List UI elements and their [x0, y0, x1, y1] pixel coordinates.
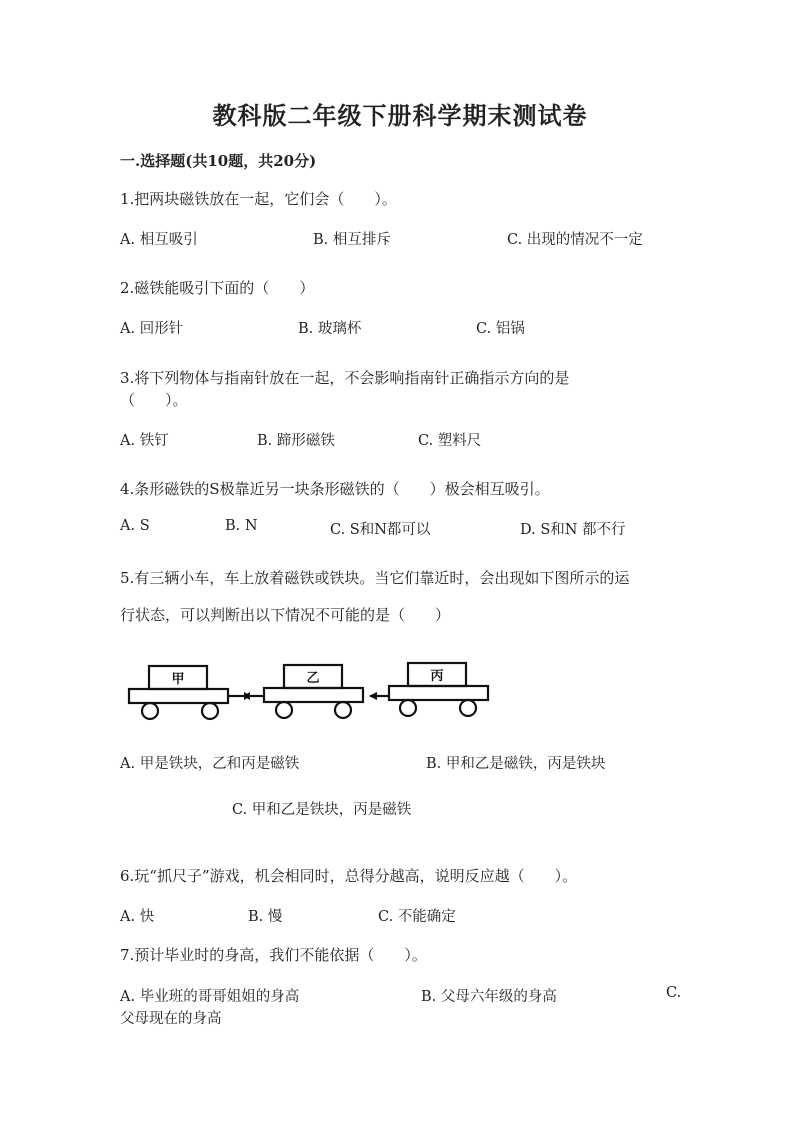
q4-option-c: C. S和N都可以	[330, 522, 431, 538]
cart-jia-wheel	[202, 703, 218, 719]
q1-option-a: A. 相互吸引	[120, 232, 198, 248]
q2-option-b: B. 玻璃杯	[298, 321, 362, 337]
question-4: 4.条形磁铁的S极靠近另一块条形磁铁的（ ）极会相互吸引。	[120, 480, 550, 498]
q1-option-c: C. 出现的情况不一定	[507, 232, 643, 248]
q2-option-a: A. 回形针	[120, 321, 184, 337]
question-2: 2.磁铁能吸引下面的（ ）	[120, 279, 315, 297]
three-carts-figure	[120, 655, 500, 725]
cart-jia-body	[129, 689, 228, 703]
cart-yi-wheel	[335, 702, 351, 718]
q6-option-a: A. 快	[120, 909, 155, 925]
question-7: 7.预计毕业时的身高，我们不能依据（ ）。	[120, 946, 427, 964]
q7-option-a: A. 毕业班的哥哥姐姐的身高	[120, 989, 300, 1005]
q4-option-d: D. S和N 都不行	[520, 522, 626, 538]
q4-option-a: A. S	[120, 518, 150, 534]
cart-yi-body	[264, 688, 363, 702]
question-1: 1.把两块磁铁放在一起，它们会（ ）。	[120, 190, 397, 208]
q5-option-c: C. 甲和乙是铁块，丙是磁铁	[232, 802, 412, 818]
question-3-line1: 3.将下列物体与指南针放在一起，不会影响指南针正确指示方向的是	[120, 369, 570, 387]
cart-bing-wheel	[460, 700, 476, 716]
question-3-line2: （ ）。	[120, 391, 188, 409]
cart-yi-label: 乙	[306, 671, 320, 686]
q1-option-b: B. 相互排斥	[313, 232, 391, 248]
q3-option-b: B. 蹄形磁铁	[257, 433, 335, 449]
q7-option-b: B. 父母六年级的身高	[421, 989, 557, 1005]
q3-option-c: C. 塑料尺	[418, 433, 482, 449]
arrowhead-left-2	[369, 692, 377, 700]
cart-bing-wheel	[400, 700, 416, 716]
q5-option-b: B. 甲和乙是磁铁，丙是铁块	[426, 756, 606, 772]
section-heading: 一.选择题(共10题，共20分)	[120, 152, 317, 170]
cart-bing-body	[389, 686, 488, 700]
question-6: 6.玩“抓尺子”游戏，机会相同时，总得分越高，说明反应越（ ）。	[120, 867, 578, 885]
q7-option-c-text: 父母现在的身高	[120, 1011, 222, 1027]
cart-bing-label: 丙	[430, 669, 444, 684]
q5-option-a: A. 甲是铁块，乙和丙是磁铁	[120, 756, 300, 772]
question-5-line1: 5.有三辆小车，车上放着磁铁或铁块。当它们靠近时，会出现如下图所示的运	[120, 569, 630, 587]
q6-option-b: B. 慢	[248, 909, 283, 925]
q7-option-c: C.	[666, 985, 682, 1001]
cart-yi-wheel	[276, 702, 292, 718]
q2-option-c: C. 铝锅	[476, 321, 525, 337]
q6-option-c: C. 不能确定	[378, 909, 456, 925]
cart-jia-label: 甲	[171, 672, 185, 687]
page-title: 教科版二年级下册科学期末测试卷	[212, 101, 588, 130]
q4-option-b: B. N	[225, 518, 258, 534]
q3-option-a: A. 铁钉	[120, 433, 169, 449]
cart-jia-wheel	[142, 703, 158, 719]
question-5-line2: 行状态，可以判断出以下情况不可能的是（ ）	[120, 606, 451, 624]
